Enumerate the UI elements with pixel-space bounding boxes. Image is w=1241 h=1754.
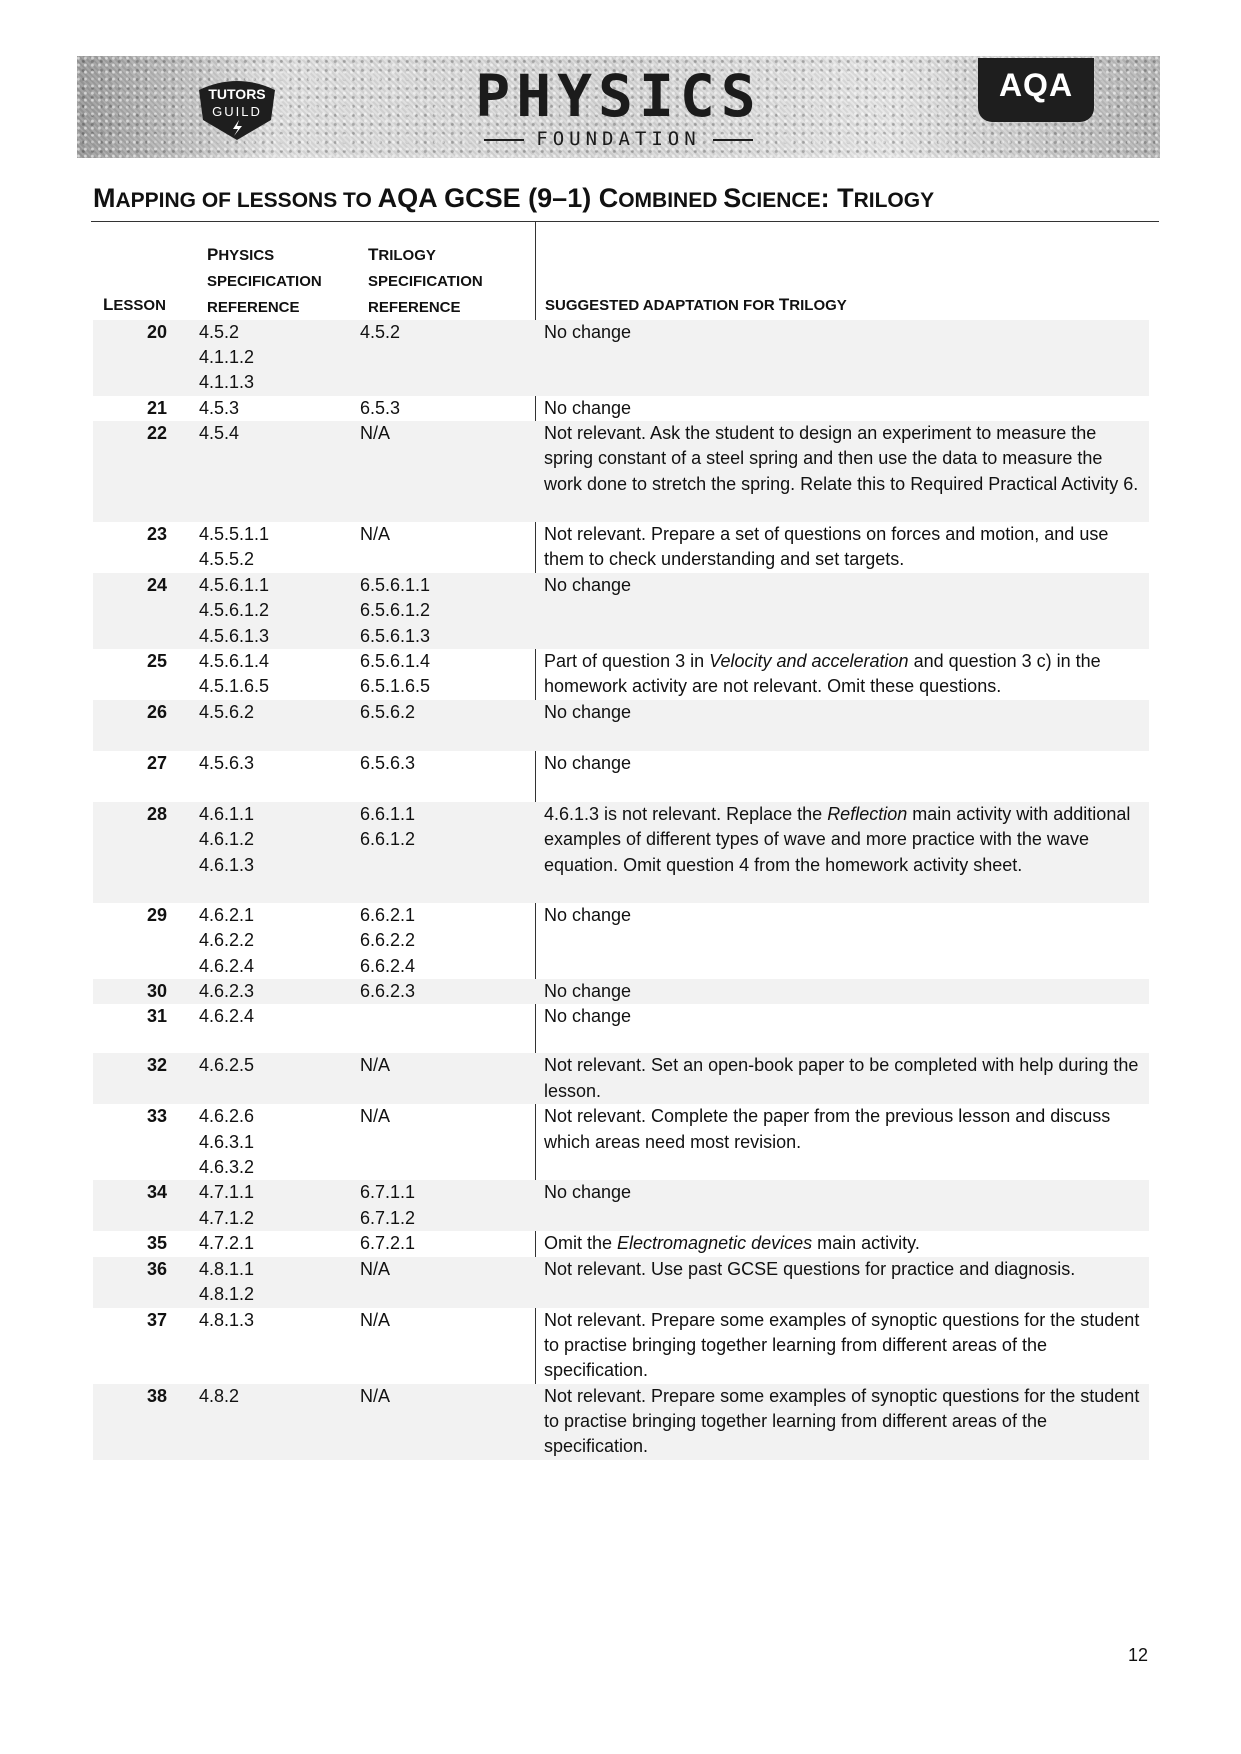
table-row [93, 1004, 1149, 1053]
page-title: MAPPING OF LESSONS TO AQA GCSE (9–1) COMBINED SCIENCE: TRILOGY [93, 183, 935, 213]
adaptation-text: Not relevant. Prepare some examples of synoptic questions for the student to practise bringing together learning from different areas of the specification. [534, 1384, 1149, 1460]
adaptation-text: Part of question 3 in Velocity and acceleration and question 3 c) in the homework activity are not relevant. Omit these questions. [544, 651, 1101, 697]
table-row [93, 979, 1149, 1004]
physics-ref: 4.6.2.5 [177, 1053, 360, 1104]
physics-ref: 4.8.1.3 [199, 1309, 255, 1330]
adaptation-text: Omit the Electromagnetic devices main activity. [544, 1233, 920, 1254]
trilogy-ref [360, 1004, 534, 1053]
table-row [93, 802, 1149, 903]
trilogy-ref: N/A [360, 1309, 391, 1330]
adaptation-text: No change [534, 320, 1149, 396]
adaptation-text: No change [534, 573, 1149, 649]
lesson-number: 29 [146, 905, 167, 926]
title-rule [91, 221, 1159, 222]
lesson-number: 36 [93, 1257, 177, 1308]
lesson-number: 32 [93, 1053, 177, 1104]
table-row [93, 1384, 1149, 1460]
lesson-number: 30 [93, 979, 177, 1004]
physics-ref: 4.5.6.3 [199, 753, 255, 774]
adaptation-text: Not relevant. Prepare some examples of synoptic questions for the student to practise bringing together learning from different areas of the specification. [544, 1309, 1140, 1381]
physics-ref: 4.5.4 [177, 421, 360, 522]
trilogy-ref: N/A [360, 1053, 534, 1104]
trilogy-ref: 6.6.2.1 6.6.2.2 6.6.2.4 [360, 905, 416, 976]
trilogy-ref: 4.5.2 [360, 320, 534, 396]
trilogy-ref: N/A [360, 1257, 534, 1308]
aqa-logo: AQA [978, 58, 1094, 122]
adaptation-text: 4.6.1.3 is not relevant. Replace the Reflection main activity with additional examples of different types of wave and more practice with the wave equation. Omit question 4 from the homework activity sheet. [534, 802, 1149, 903]
trilogy-ref: N/A [360, 524, 391, 545]
header-trilogy-ref: TRILOGY SPECIFICATION REFERENCE [368, 245, 483, 316]
lesson-number: 33 [146, 1106, 167, 1127]
trilogy-ref: 6.5.6.2 [360, 700, 534, 751]
lesson-number: 27 [146, 753, 167, 774]
trilogy-ref: N/A [360, 421, 534, 522]
table-row [93, 421, 1149, 522]
adaptation-text: No change [544, 1006, 632, 1027]
physics-ref: 4.6.2.4 [199, 1006, 255, 1027]
adaptation-text: No change [534, 700, 1149, 751]
physics-ref: 4.7.1.1 4.7.1.2 [177, 1180, 360, 1231]
table-row [93, 649, 1149, 700]
trilogy-ref: 6.6.2.3 [360, 979, 534, 1004]
lesson-mapping-table [93, 320, 1149, 1460]
trilogy-ref: 6.5.6.3 [360, 753, 416, 774]
table-row [93, 320, 1149, 396]
lesson-number: 28 [93, 802, 177, 903]
adaptation-text: Not relevant. Complete the paper from the previous lesson and discuss which areas need most revision. [544, 1106, 1111, 1152]
header-banner [77, 56, 1160, 158]
adaptation-text: No change [544, 398, 632, 418]
trilogy-ref: N/A [360, 1106, 391, 1127]
adaptation-text: No change [534, 979, 1149, 1004]
adaptation-text: Not relevant. Set an open-book paper to be completed with help during the lesson. [534, 1053, 1149, 1104]
adaptation-text: Not relevant. Prepare a set of questions on forces and motion, and use them to check understanding and set targets. [544, 524, 1109, 570]
lesson-number: 24 [93, 573, 177, 649]
table-row [93, 396, 1149, 421]
logo-line2: GUILD [212, 104, 262, 119]
physics-ref: 4.6.1.1 4.6.1.2 4.6.1.3 [177, 802, 360, 903]
table-row [93, 1053, 1149, 1104]
physics-ref: 4.5.2 4.1.1.2 4.1.1.3 [177, 320, 360, 396]
header-adaptation: SUGGESTED ADAPTATION FOR TRILOGY [545, 295, 847, 314]
table-row [93, 1257, 1149, 1308]
lesson-number: 26 [93, 700, 177, 751]
adaptation-text: No change [544, 753, 632, 774]
lesson-number: 34 [93, 1180, 177, 1231]
adaptation-text: No change [534, 1180, 1149, 1231]
lesson-number: 37 [146, 1309, 167, 1330]
physics-ref: 4.8.2 [177, 1384, 360, 1460]
header-physics-ref: PHYSICS SPECIFICATION REFERENCE [207, 245, 322, 316]
adaptation-text: Not relevant. Use past GCSE questions for practice and diagnosis. [534, 1257, 1149, 1308]
table-row [93, 1180, 1149, 1231]
lesson-number: 25 [146, 651, 167, 672]
banner-subtitle-text: FOUNDATION [536, 128, 701, 150]
trilogy-ref: 6.5.6.1.4 6.5.1.6.5 [360, 651, 431, 697]
page-number: 12 [1128, 1645, 1149, 1665]
table-row [93, 1308, 1149, 1384]
physics-ref: 4.5.6.2 [177, 700, 360, 751]
lesson-number: 21 [146, 398, 167, 418]
physics-ref: 4.5.3 [199, 398, 240, 418]
trilogy-ref: 6.6.1.1 6.6.1.2 [360, 802, 534, 903]
table-row [93, 700, 1149, 751]
trilogy-ref: 6.5.6.1.1 6.5.6.1.2 6.5.6.1.3 [360, 573, 534, 649]
logo-line1: TUTORS [208, 86, 266, 102]
physics-ref: 4.5.6.1.4 4.5.1.6.5 [199, 651, 270, 697]
physics-ref: 4.5.6.1.1 4.5.6.1.2 4.5.6.1.3 [177, 573, 360, 649]
banner-subtitle [77, 128, 1160, 150]
table-row [93, 573, 1149, 649]
table-row [93, 522, 1149, 573]
lesson-number: 38 [93, 1384, 177, 1460]
table-row [93, 903, 1149, 979]
adaptation-text: No change [544, 905, 632, 926]
table-row [93, 1104, 1149, 1180]
physics-ref: 4.6.2.1 4.6.2.2 4.6.2.4 [199, 905, 255, 976]
table-row [93, 751, 1149, 802]
lesson-number: 22 [93, 421, 177, 522]
physics-ref: 4.8.1.1 4.8.1.2 [177, 1257, 360, 1308]
adaptation-text: Not relevant. Ask the student to design an experiment to measure the spring constant of a steel spring and then use the data to measure the work done to stretch the spring. Relate this to Required Practical Activity 6. [534, 421, 1149, 522]
table-row [93, 1231, 1149, 1256]
lesson-number: 20 [93, 320, 177, 396]
lesson-number: 23 [146, 524, 167, 545]
lesson-number: 35 [146, 1233, 167, 1254]
header-lesson: LESSON [103, 295, 166, 314]
banner-title: PHYSICS [475, 62, 762, 130]
trilogy-ref: 6.7.2.1 [360, 1233, 416, 1254]
trilogy-ref: N/A [360, 1384, 534, 1460]
trilogy-ref: 6.5.3 [360, 398, 401, 418]
physics-ref: 4.6.2.6 4.6.3.1 4.6.3.2 [199, 1106, 255, 1177]
lesson-number: 31 [146, 1006, 167, 1027]
physics-ref: 4.6.2.3 [177, 979, 360, 1004]
physics-ref: 4.7.2.1 [199, 1233, 255, 1254]
trilogy-ref: 6.7.1.1 6.7.1.2 [360, 1180, 534, 1231]
physics-ref: 4.5.5.1.1 4.5.5.2 [199, 524, 270, 570]
